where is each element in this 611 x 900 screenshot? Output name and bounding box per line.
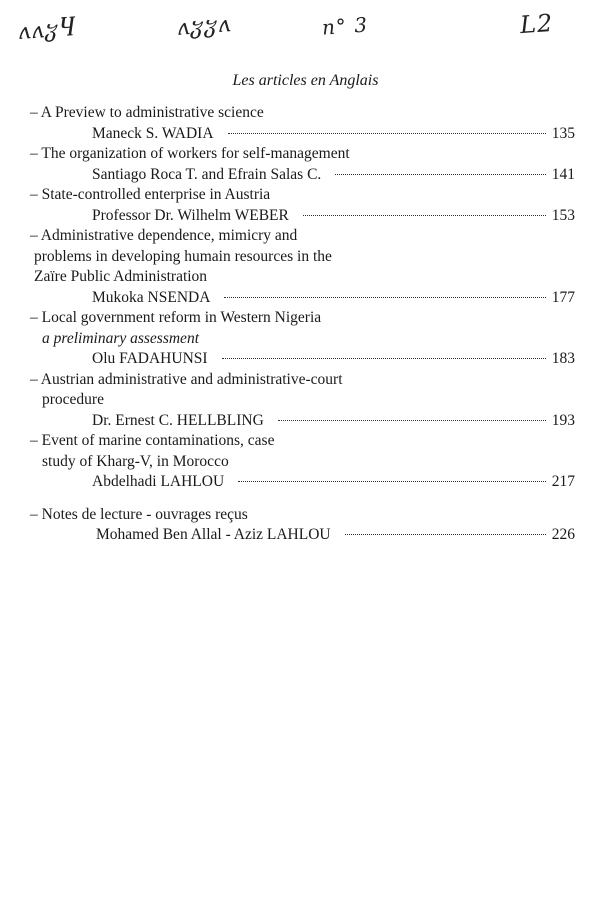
- dot-leader: [238, 480, 546, 482]
- author-row: [30, 525, 575, 546]
- author-row: [30, 165, 575, 186]
- author-row: [30, 288, 575, 309]
- article-title: – State-controlled enterprise in Austria: [30, 186, 271, 203]
- article-title-continued: procedure: [42, 391, 104, 408]
- author-row: [30, 472, 575, 493]
- article-author: Olu FADAHUNSI: [92, 350, 208, 367]
- section-heading: Les articles en Anglais: [232, 72, 379, 89]
- dot-leader: [303, 214, 546, 216]
- dot-leader: [345, 533, 546, 535]
- dot-leader: [335, 173, 545, 175]
- article-title: – Austrian administrative and administrative-court: [30, 370, 343, 388]
- dot-leader: [278, 419, 546, 421]
- author-row: [30, 124, 575, 145]
- author-row: [30, 349, 575, 370]
- author-row: [30, 411, 575, 432]
- article-author: Professor Dr. Wilhelm WEBER: [92, 206, 289, 224]
- page-number: 177: [551, 288, 575, 306]
- toc-entry: [30, 144, 575, 185]
- handwritten-note: L2: [519, 8, 555, 40]
- article-author: Mohamed Ben Allal - Aziz LAHLOU: [96, 526, 331, 543]
- article-title-continued: a preliminary assessment: [42, 329, 199, 347]
- article-author: Abdelhadi LAHLOU: [92, 473, 225, 490]
- toc-entry: [30, 226, 575, 308]
- page-number: 226: [551, 526, 575, 543]
- article-title: – Administrative dependence, mimicry and: [30, 227, 298, 244]
- page-number: 141: [551, 165, 575, 183]
- article-title-continued: study of Kharg-V, in Morocco: [42, 452, 229, 470]
- handwritten-note: ʌʌჳႷ: [17, 16, 77, 45]
- article-title: – The organization of workers for self-management: [30, 145, 350, 162]
- page-number: 135: [551, 124, 575, 142]
- toc-entry: [30, 308, 575, 370]
- article-author: Santiago Roca T. and Efrain Salas C.: [92, 165, 322, 183]
- page-number: 183: [551, 350, 575, 367]
- article-title: – A Preview to administrative science: [30, 104, 264, 121]
- toc-entry: [30, 505, 575, 546]
- page-number: 217: [551, 473, 575, 490]
- handwritten-note: n° 3: [321, 12, 369, 40]
- article-title-continued: Zaïre Public Administration: [34, 268, 208, 285]
- dot-leader: [222, 357, 546, 359]
- toc-entry: [30, 370, 575, 432]
- article-title: – Notes de lecture - ouvrages reçus: [30, 505, 248, 523]
- article-author: Mukoka NSENDA: [92, 288, 211, 306]
- page-number: 193: [551, 411, 575, 429]
- handwritten-note: ʌჳჳʌ: [176, 12, 233, 41]
- toc-entry: [30, 431, 575, 493]
- article-title-continued: problems in developing humain resources in the: [34, 247, 332, 265]
- dot-leader: [224, 296, 545, 298]
- article-author: Maneck S. WADIA: [92, 124, 214, 142]
- toc-entry: [30, 185, 575, 226]
- dot-leader: [228, 132, 546, 134]
- article-title: – Local government reform in Western Nigeria: [30, 309, 322, 326]
- article-title: – Event of marine contaminations, case: [30, 432, 275, 449]
- table-of-contents: [30, 103, 575, 546]
- author-row: [30, 206, 575, 227]
- page-number: 153: [551, 206, 575, 224]
- toc-entry: [30, 103, 575, 144]
- article-author: Dr. Ernest C. HELLBLING: [92, 411, 264, 429]
